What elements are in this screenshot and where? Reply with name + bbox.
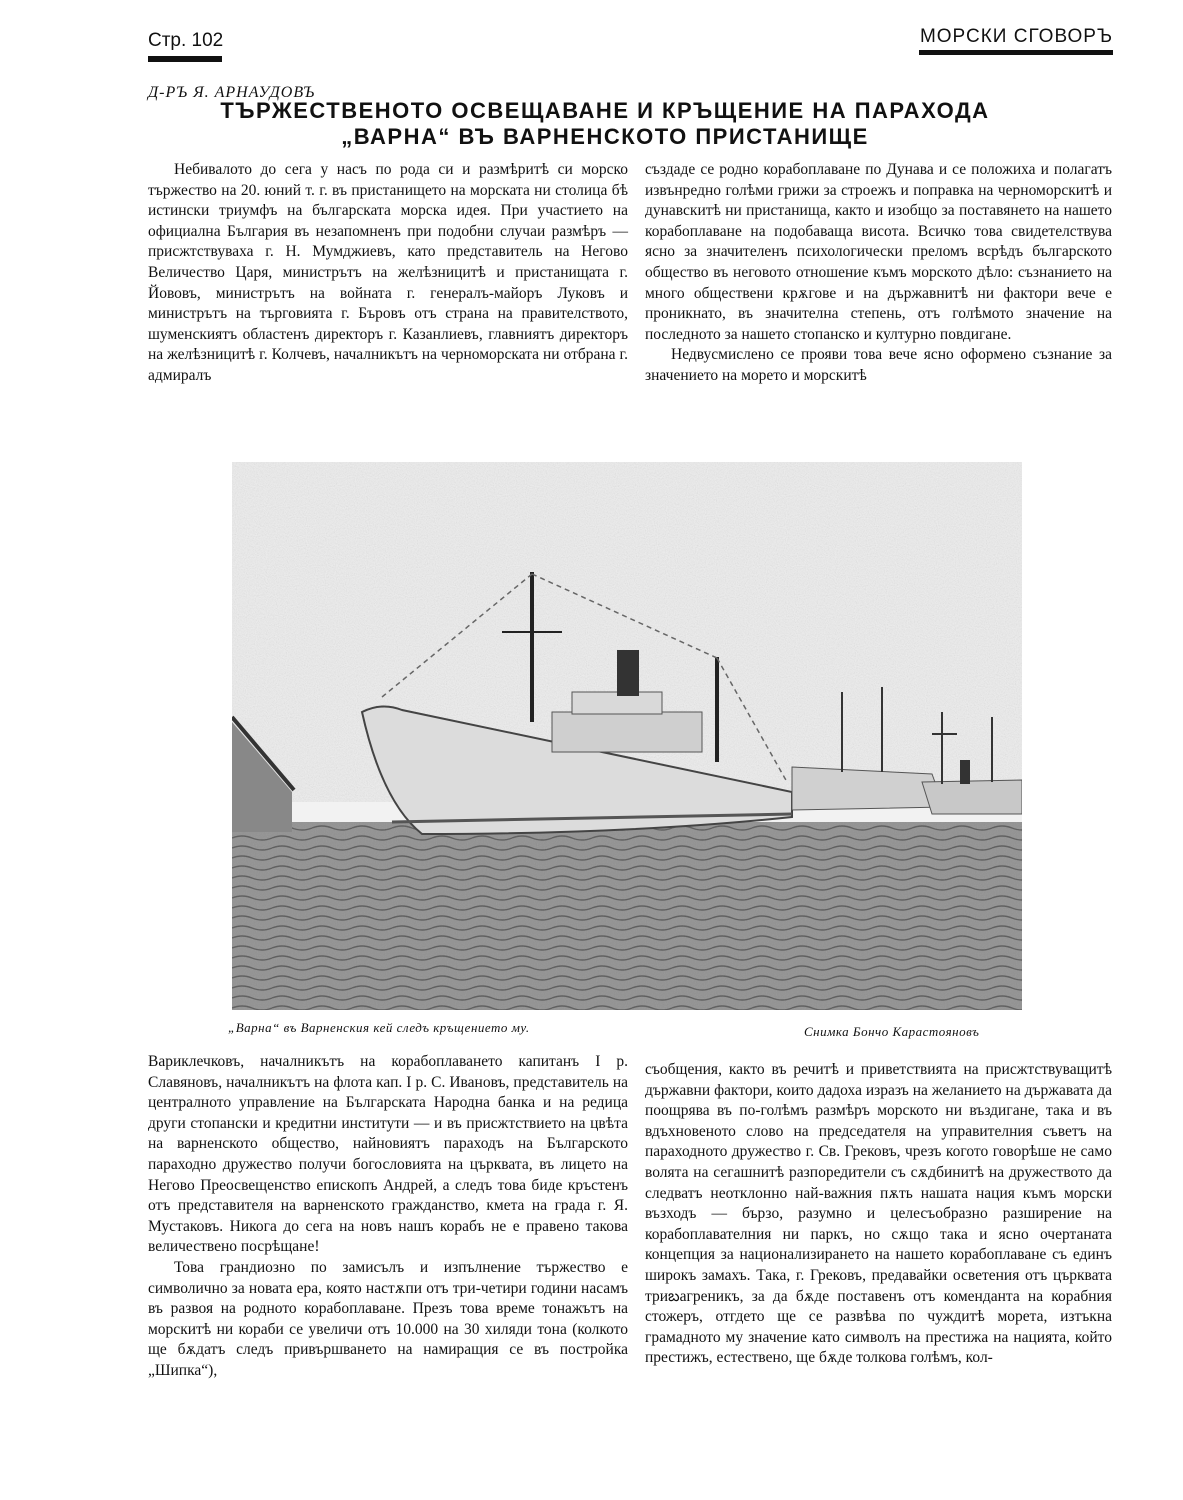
photo-credit: Снимка Бончо Карастояновъ: [804, 1024, 980, 1039]
column-bottom-left: [148, 1052, 628, 1382]
page-number: Стр. 102: [148, 30, 224, 51]
ship-photo-illustration: [232, 462, 1022, 1010]
paragraph: Това грандиозно по замисълъ и изпълнение тържество е символично за новата ера, която настѫпи отъ три-четири години насамъ въ развоя на родното корабоплаване. Презъ това време тонажътъ на морскитѣ ни кораби се увеличи отъ 10.000 на 30 хиляди тона (колкото ще бѫдатъ следъ привършването на намиращия се въ постройка „Шипка“),: [148, 1258, 628, 1379]
column-bottom-right: [645, 1060, 1112, 1369]
paragraph: Небивалото до сега у насъ по рода си и размѣритѣ си морско тържество на 20. юний т. г. въ пристанището на морската ни столица бѣ истински триумфъ на българската морска идея. При участието на официална България въ незапомненъ при подобни случаи размѣръ — присжтствуваха г. Н. Мумджиевъ, като представитель на Негово Величество Царя, министрътъ на желѣзницитѣ и пристанищата г. Йововъ, министрътъ на войната г. генералъ-майоръ Луковъ и министрътъ на търговията г. Бъровъ отъ страна на правителството, шуменскиятъ областенъ директоръ г. Казанлиевъ, главниятъ директоръ на желѣзницитѣ г. Колчевъ, началникътъ на черноморската ни отбрана г. адмиралъ: [148, 161, 628, 384]
paragraph: Недвусмислено се прояви това вече ясно оформено съзнание за значението на морето и морскитѣ: [645, 346, 1112, 384]
journal-title-rule: [919, 50, 1113, 55]
article-title: ТЪРЖЕСТВЕНОТО ОСВЕЩАВАНЕ И КРЪЩЕНИЕ НА ПАРАХОДА „ВАРНА“ ВЪ ВАРНЕНСКОТО ПРИСТАНИЩЕ: [220, 98, 990, 149]
article-author: Д-РЪ Я. АРНАУДОВЪ: [148, 84, 316, 101]
photo-caption: „Варна“ въ Варненския кей следъ кръщението му.: [228, 1020, 530, 1035]
page-number-rule: [148, 56, 222, 62]
ship-photograph: [232, 462, 1022, 1010]
journal-title: МОРСКИ СГОВОРЪ: [919, 26, 1113, 47]
paragraph: Вариклечковъ, началникътъ на корабоплаването капитанъ I р. Славяновъ, началникътъ на флота кап. I р. С. Ивановъ, представитель на централното управление на Българската Народна банка и на редица други стопански и кредитни институти — и въ присжтствието на цвѣта на варненското общество, найновиятъ параходъ на Българското параходно дружество получи богословията на църквата, въ лицето на Негово Преосвещенство епископъ Андрей, а следъ това биде кръстенъ отъ представителя на варненското гражданство, кмета на града г. Я. Мустаковъ. Никога до сега на новъ нашъ корабъ не е правено такова величествено посрѣщане!: [148, 1053, 628, 1256]
paragraph: съобщения, както въ речитѣ и приветствията на присжтствуващитѣ държавни фактори, които дадоха изразъ на желанието на държавата да поощрява въ по-голѣмъ размѣръ морското ни въздигане, така и въ вдъхновеното слово на председателя на управителния съветъ на параходното дружество г. Св. Грековъ, чрезъ когото говорѣше не само волята на сегашнитѣ разпоредители съ сѫдбинитѣ на дружеството да следватъ неотклонно най-важния пѫть нашата нация къмъ морски възходъ — бързо, разумно и целесъобразно разширение на корабоплавателния ни паркъ, но сѫщо така и ясно очертаната концепция за национализирането на нашето корабоплаване съ единъ широкъ замахъ. Така, г. Грековъ, предавайки осветения отъ църквата триబагреникъ, за да бѫде поставенъ отъ коменданта на корабния стожеръ, отгдето ще се развѣва по чуждитѣ морета, изтъкна грамадното му значение като символъ на престижа на нацията, който престижъ, естествено, ще бѫде толкова голѣмъ, кол-: [645, 1061, 1112, 1367]
paragraph: създаде се родно корабоплаване по Дунава и се положиха и полагатъ извънредно голѣми грижи за строежъ и поправка на черноморскитѣ и дунавскитѣ ни пристанища, както и изобщо за поставянето на нашето корабоплаване на подобаваща висота. Всичко това свидетелствува ясно за значителенъ психологически преломъ всрѣдъ българското общество въ неговото отношение къмъ морското дѣло: съзнанието на много обществени крѫгове и на държавнитѣ ни фактори вече е проникнато, въ значителна степень, отъ голѣмото значение на последното за нашето стопанско и културно повдигане.: [645, 161, 1112, 343]
column-top-right: [645, 160, 1112, 387]
column-top-left: [148, 160, 628, 387]
